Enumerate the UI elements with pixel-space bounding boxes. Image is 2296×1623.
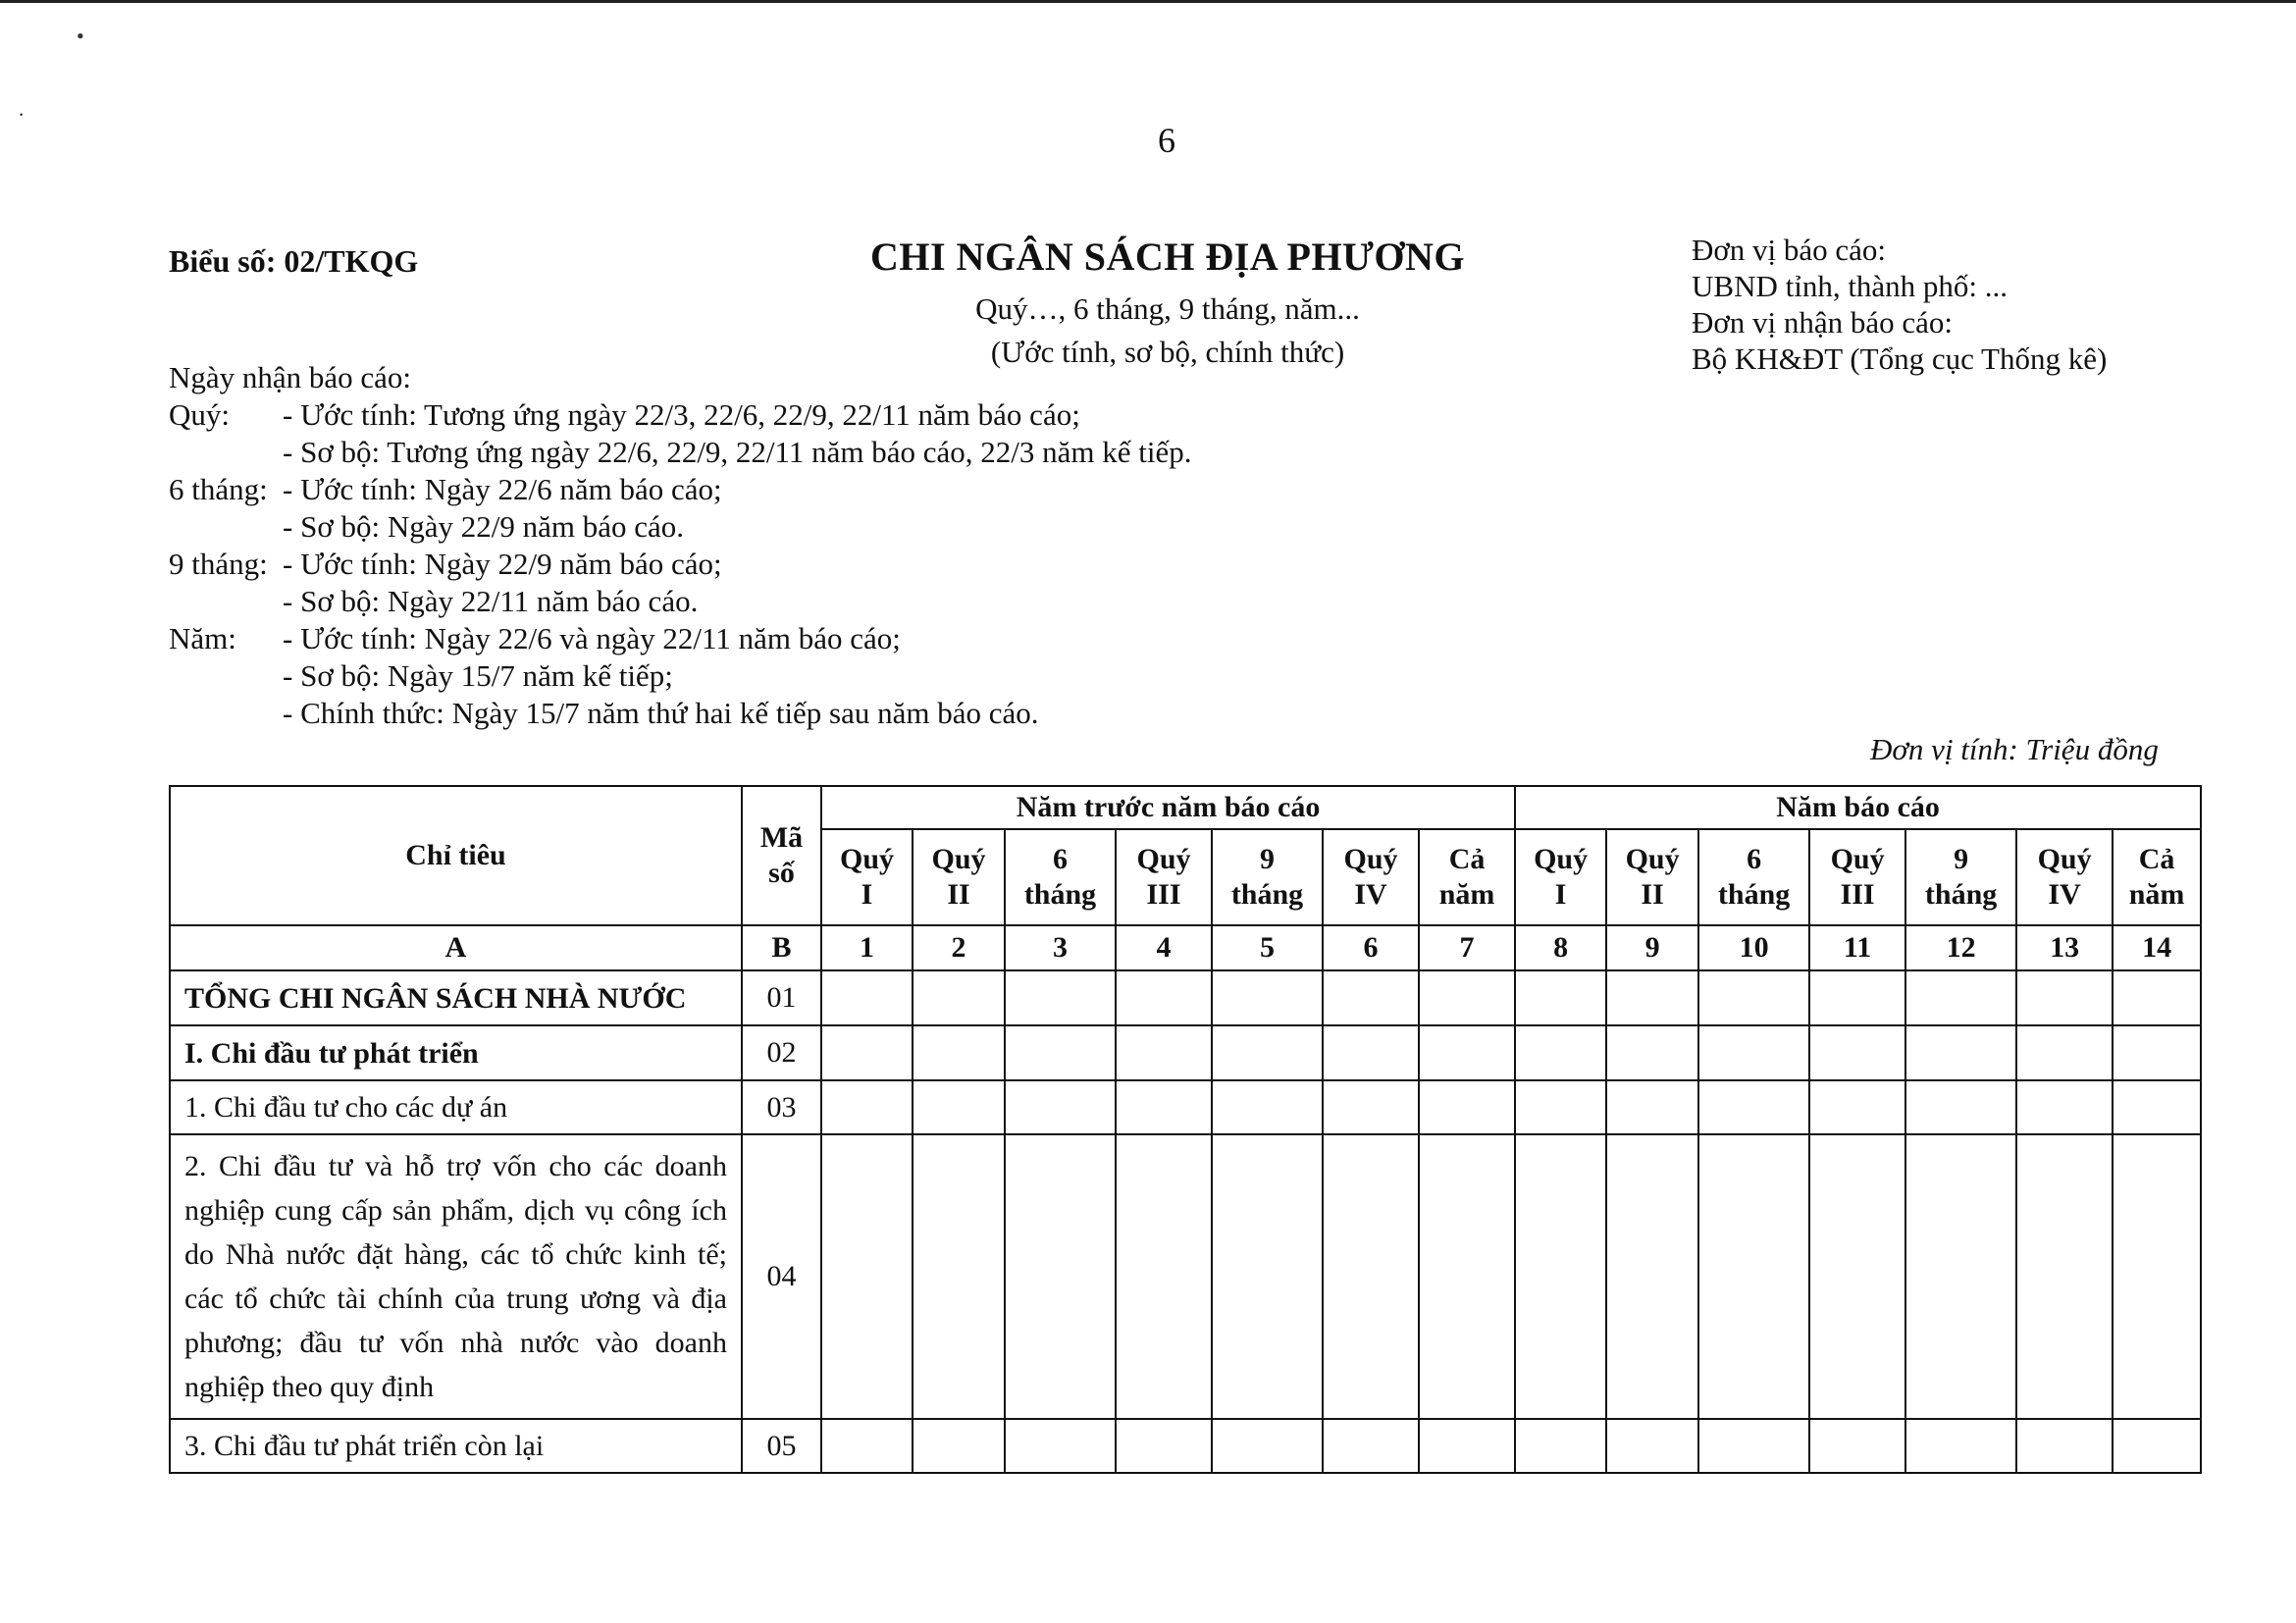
column-number: 14: [2113, 925, 2201, 970]
period-header-line2: II: [1641, 878, 1664, 911]
deadline-row: [169, 620, 1192, 657]
column-number: 12: [1905, 925, 2016, 970]
table-row: [170, 1025, 2201, 1080]
page-number: 6: [1158, 121, 1175, 160]
value-cell[interactable]: [1005, 1080, 1116, 1134]
value-cell[interactable]: [1323, 970, 1419, 1025]
deadline-period: [169, 583, 283, 620]
value-cell[interactable]: [1116, 1419, 1212, 1473]
period-header-line2: năm: [2128, 878, 2185, 911]
value-cell[interactable]: [1212, 970, 1323, 1025]
currency-unit: Đơn vị tính: Triệu đồng: [1870, 732, 2159, 766]
period-header: [821, 829, 913, 925]
value-cell[interactable]: [1809, 1419, 1905, 1473]
value-cell[interactable]: [1323, 1025, 1419, 1080]
value-cell[interactable]: [1698, 1134, 1809, 1419]
value-cell[interactable]: [1515, 1025, 1606, 1080]
deadline-period: [169, 657, 283, 695]
period-header: [1606, 829, 1698, 925]
period-header-line1: Quý: [1534, 843, 1589, 875]
deadline-text: - Ước tính: Ngày 22/6 và ngày 22/11 năm báo cáo;: [283, 621, 901, 655]
value-cell[interactable]: [1905, 1134, 2016, 1419]
previous-year-group-header: Năm trước năm báo cáo: [821, 786, 1515, 829]
value-cell[interactable]: [1005, 970, 1116, 1025]
value-cell[interactable]: [2016, 1134, 2113, 1419]
period-header-line2: III: [1840, 878, 1875, 911]
period-header: [2016, 829, 2113, 925]
period-header-line2: tháng: [1023, 878, 1097, 911]
period-header-line1: 6: [1747, 843, 1762, 875]
code-header-line2: số: [768, 857, 795, 889]
value-cell[interactable]: [1606, 1025, 1698, 1080]
title-block: [863, 234, 1472, 370]
column-number: 3: [1005, 925, 1116, 970]
deadline-row: [169, 508, 1192, 546]
value-cell[interactable]: [1809, 1080, 1905, 1134]
column-numbering-row: [170, 925, 2201, 970]
value-cell[interactable]: [1515, 1080, 1606, 1134]
column-number: 11: [1809, 925, 1905, 970]
value-cell[interactable]: [1698, 970, 1809, 1025]
value-cell[interactable]: [2113, 1080, 2201, 1134]
row-label: 1. Chi đầu tư cho các dự án: [170, 1080, 742, 1134]
column-number: 1: [821, 925, 913, 970]
period-header-line1: Quý: [1625, 843, 1680, 875]
period-header: [1515, 829, 1606, 925]
indicator-header: Chỉ tiêu: [170, 786, 742, 925]
period-header: [1905, 829, 2016, 925]
value-cell[interactable]: [1606, 1134, 1698, 1419]
top-border-line: [0, 0, 2296, 3]
period-header-line2: năm: [1438, 878, 1495, 911]
value-cell[interactable]: [1116, 970, 1212, 1025]
value-cell[interactable]: [1606, 1419, 1698, 1473]
value-cell[interactable]: [913, 1419, 1005, 1473]
period-header-line1: Quý: [1343, 843, 1398, 875]
value-cell[interactable]: [2016, 1419, 2113, 1473]
column-number: 4: [1116, 925, 1212, 970]
column-number: 8: [1515, 925, 1606, 970]
period-header: [1212, 829, 1323, 925]
table-row: [170, 970, 2201, 1025]
period-header-line2: tháng: [1924, 878, 1998, 911]
period-header: [1323, 829, 1419, 925]
row-code: 02: [742, 1025, 821, 1080]
value-cell[interactable]: [1419, 1419, 1515, 1473]
scan-mark: •: [77, 24, 84, 48]
row-code: 01: [742, 970, 821, 1025]
deadline-row: [169, 434, 1192, 471]
column-number: A: [170, 925, 742, 970]
column-number: 10: [1698, 925, 1809, 970]
column-number: 9: [1606, 925, 1698, 970]
value-cell[interactable]: [1698, 1025, 1809, 1080]
form-code: Biểu số: 02/TKQG: [169, 243, 419, 279]
value-cell[interactable]: [1323, 1419, 1419, 1473]
row-code: 05: [742, 1419, 821, 1473]
report-status: (Ước tính, sơ bộ, chính thức): [990, 335, 1345, 369]
reporting-unit-value: UBND tỉnh, thành phố: ...: [1692, 269, 2009, 303]
deadline-period: Quý:: [169, 397, 230, 432]
value-cell[interactable]: [1905, 970, 2016, 1025]
table-row: [170, 1080, 2201, 1134]
report-year-group-header: Năm báo cáo: [1515, 786, 2201, 829]
deadline-period: [169, 695, 283, 732]
period-header-line1: Quý: [1830, 843, 1885, 875]
deadline-text: - Ước tính: Ngày 22/9 năm báo cáo;: [283, 547, 722, 581]
value-cell[interactable]: [1005, 1419, 1116, 1473]
deadline-row: [169, 657, 1192, 695]
period-header-line1: Quý: [839, 843, 895, 875]
deadline-text: - Sơ bộ: Ngày 15/7 năm kế tiếp;: [283, 658, 673, 693]
value-cell[interactable]: [1905, 1419, 2016, 1473]
value-cell[interactable]: [1698, 1419, 1809, 1473]
column-number: 13: [2016, 925, 2113, 970]
value-cell[interactable]: [821, 1080, 913, 1134]
deadline-text: - Chính thức: Ngày 15/7 năm thứ hai kế tiếp sau năm báo cáo.: [283, 696, 1039, 730]
receiving-unit-value: Bộ KH&ĐT (Tổng cục Thống kê): [1692, 341, 2108, 376]
deadline-list: [169, 359, 1192, 732]
column-number: 5: [1212, 925, 1323, 970]
period-header-line1: Cả: [1448, 843, 1486, 875]
period-header-line2: tháng: [1230, 878, 1304, 911]
period-header: [1809, 829, 1905, 925]
deadline-period: 6 tháng:: [169, 472, 268, 506]
period-header-line1: Quý: [931, 843, 986, 875]
value-cell[interactable]: [2016, 1080, 2113, 1134]
value-cell[interactable]: [1515, 1134, 1606, 1419]
deadline-row: [169, 546, 1192, 583]
deadline-row: [169, 396, 1192, 434]
period-header-line2: II: [947, 878, 970, 911]
period-header: [1419, 829, 1515, 925]
value-cell[interactable]: [1419, 1080, 1515, 1134]
receiving-unit-label: Đơn vị nhận báo cáo:: [1692, 305, 1954, 340]
period-header: [1116, 829, 1212, 925]
deadline-text: - Sơ bộ: Tương ứng ngày 22/6, 22/9, 22/11 năm báo cáo, 22/3 năm kế tiếp.: [283, 435, 1192, 469]
deadline-text: - Ước tính: Ngày 22/6 năm báo cáo;: [283, 472, 722, 506]
value-cell[interactable]: [1323, 1080, 1419, 1134]
value-cell[interactable]: [1005, 1025, 1116, 1080]
deadline-period: Năm:: [169, 621, 236, 655]
period-subtitle: Quý…, 6 tháng, 9 tháng, năm...: [975, 291, 1360, 326]
value-cell[interactable]: [1116, 1025, 1212, 1080]
value-cell[interactable]: [1905, 1025, 2016, 1080]
deadline-row: [169, 583, 1192, 620]
value-cell[interactable]: [1606, 1080, 1698, 1134]
period-header-line2: IV: [1354, 878, 1387, 911]
code-header-line1: Mã: [759, 821, 804, 854]
value-cell[interactable]: [2113, 1134, 2201, 1419]
column-number: 2: [913, 925, 1005, 970]
row-code: 03: [742, 1080, 821, 1134]
value-cell[interactable]: [913, 1080, 1005, 1134]
row-label: 3. Chi đầu tư phát triển còn lại: [170, 1419, 742, 1473]
period-header-line2: I: [861, 878, 873, 911]
value-cell[interactable]: [821, 1419, 913, 1473]
value-cell[interactable]: [1809, 970, 1905, 1025]
value-cell[interactable]: [2113, 970, 2201, 1025]
value-cell[interactable]: [1116, 1080, 1212, 1134]
table-row: [170, 1134, 2201, 1419]
value-cell[interactable]: [913, 1134, 1005, 1419]
header-row-groups: [170, 786, 2201, 829]
row-label: I. Chi đầu tư phát triển: [170, 1025, 742, 1080]
column-number: 6: [1323, 925, 1419, 970]
row-code: 04: [742, 1134, 821, 1419]
reporting-unit-block: [1692, 232, 2107, 377]
period-header-line1: 9: [1954, 843, 1969, 875]
reporting-unit-label: Đơn vị báo cáo:: [1692, 233, 1887, 267]
period-header-line2: IV: [2048, 878, 2081, 911]
deadline-period: [169, 508, 283, 546]
column-number: 7: [1419, 925, 1515, 970]
deadline-text: - Ước tính: Tương ứng ngày 22/3, 22/6, 22/9, 22/11 năm báo cáo;: [283, 397, 1080, 432]
value-cell[interactable]: [1419, 1134, 1515, 1419]
budget-table: [169, 785, 2202, 1474]
value-cell[interactable]: [1698, 1080, 1809, 1134]
value-cell[interactable]: [1905, 1080, 2016, 1134]
deadline-heading: Ngày nhận báo cáo:: [169, 360, 412, 394]
period-header: [1005, 829, 1116, 925]
value-cell[interactable]: [913, 970, 1005, 1025]
deadline-period: [169, 434, 283, 471]
deadline-period: 9 tháng:: [169, 547, 268, 581]
value-cell[interactable]: [1116, 1134, 1212, 1419]
value-cell[interactable]: [1419, 1025, 1515, 1080]
period-header-line1: 6: [1053, 843, 1068, 875]
table-row: [170, 1419, 2201, 1473]
value-cell[interactable]: [1809, 1134, 1905, 1419]
value-cell[interactable]: [1212, 1080, 1323, 1134]
column-number: B: [742, 925, 821, 970]
value-cell[interactable]: [1323, 1134, 1419, 1419]
deadline-text: - Sơ bộ: Ngày 22/11 năm báo cáo.: [283, 584, 699, 618]
value-cell[interactable]: [2113, 1025, 2201, 1080]
value-cell[interactable]: [1005, 1134, 1116, 1419]
period-header-line2: III: [1146, 878, 1181, 911]
value-cell[interactable]: [1419, 970, 1515, 1025]
period-header: [913, 829, 1005, 925]
row-label: 2. Chi đầu tư và hỗ trợ vốn cho các doanh nghiệp cung cấp sản phẩm, dịch vụ công ích do Nhà nước đặt hàng, các tổ chức kinh tế; các tổ chức tài chính của trung ương và địa phương; đầu tư vốn nhà nước vào doanh nghiệp theo quy định: [170, 1134, 742, 1419]
period-header-line1: Quý: [1136, 843, 1191, 875]
period-header-line2: I: [1554, 878, 1567, 911]
period-header-line1: Quý: [2037, 843, 2092, 875]
period-header: [1698, 829, 1809, 925]
value-cell[interactable]: [821, 1134, 913, 1419]
code-header: [742, 786, 821, 925]
scan-mark: ·: [18, 102, 26, 127]
deadline-row: [169, 695, 1192, 732]
value-cell[interactable]: [821, 970, 913, 1025]
value-cell[interactable]: [1212, 1419, 1323, 1473]
value-cell[interactable]: [2016, 1025, 2113, 1080]
row-label: TỔNG CHI NGÂN SÁCH NHÀ NƯỚC: [170, 970, 742, 1025]
deadline-text: - Sơ bộ: Ngày 22/9 năm báo cáo.: [283, 509, 684, 544]
value-cell[interactable]: [2016, 970, 2113, 1025]
value-cell[interactable]: [1515, 1419, 1606, 1473]
value-cell[interactable]: [1606, 970, 1698, 1025]
value-cell[interactable]: [1809, 1025, 1905, 1080]
period-header-line1: 9: [1260, 843, 1275, 875]
page-title: CHI NGÂN SÁCH ĐỊA PHƯƠNG: [869, 235, 1466, 279]
value-cell[interactable]: [1212, 1025, 1323, 1080]
value-cell[interactable]: [821, 1025, 913, 1080]
period-header-line2: tháng: [1717, 878, 1791, 911]
value-cell[interactable]: [2113, 1419, 2201, 1473]
deadline-row: [169, 471, 1192, 508]
period-header: [2113, 829, 2201, 925]
value-cell[interactable]: [1212, 1134, 1323, 1419]
period-header-line1: Cả: [2138, 843, 2175, 875]
value-cell[interactable]: [1515, 970, 1606, 1025]
value-cell[interactable]: [913, 1025, 1005, 1080]
